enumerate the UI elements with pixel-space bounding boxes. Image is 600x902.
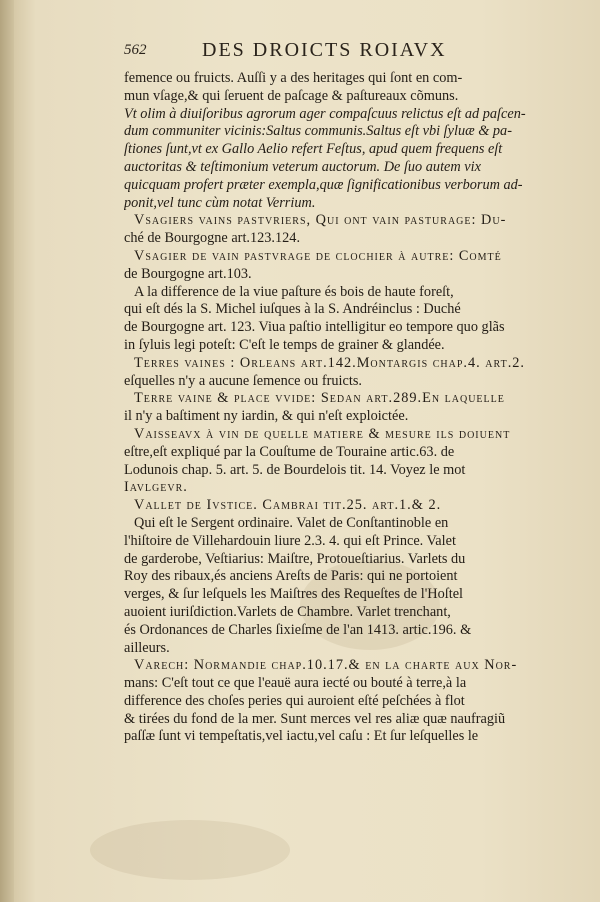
text-line: Vsagier de vain pastvrage de clochier à autre: Comté xyxy=(134,247,502,264)
page-header xyxy=(124,39,524,68)
text-line: quicquam profert præter exempla,quæ ſignificationibus verborum ad- xyxy=(124,176,523,193)
text-line: ché de Bourgogne art.123.124. xyxy=(124,230,301,247)
text-line: Vt olim à diuiſoribus agrorum ager compaſcuus relictus eſt ad paſcen- xyxy=(124,105,526,122)
text-line: difference des choſes peries qui auroient eſté peſchées à flot xyxy=(124,692,465,709)
text-line: de garderobe, Veſtiarius: Maiſtre, Protoueſtiarius. Varlets du xyxy=(124,550,466,567)
text-line: ailleurs. xyxy=(124,639,170,656)
text-line: qui eſt dés la S. Michel iuſques à la S. Andréinclus : Duché xyxy=(124,301,461,318)
text-line: ponit,vel tunc cùm notat Verrium. xyxy=(124,194,316,211)
text-line: il n'y a baſtiment ny iardin, & qui n'eſt exploictée. xyxy=(124,408,409,425)
text-line: Qui eſt le Sergent ordinaire. Valet de Conſtantinoble en xyxy=(134,514,449,531)
text-line: l'hiſtoire de Villehardouin liure 2.3. 4. qui eſt Prince. Valet xyxy=(124,532,456,549)
page-number: 562 xyxy=(124,42,147,58)
text-line: és Ordonances de Charles ſixieſme de l'an 1413. artic.196. & xyxy=(124,621,472,638)
text-line: Vallet de Ivstice. Cambrai tit.25. art.1.& 2. xyxy=(134,497,442,514)
text-line: eſquelles n'y a aucune ſemence ou fruicts. xyxy=(124,372,362,389)
text-line: A la difference de la viue paſture és bois de haute foreſt, xyxy=(134,283,454,300)
text-line: auctoritas & teſtimonium veterum auctorum. De ſuo autem vix xyxy=(124,158,481,175)
page-gutter xyxy=(0,0,14,902)
text-line: Varech: Normandie chap.10.17.& en la charte aux Nor- xyxy=(134,657,518,674)
text-line: Vaisseavx à vin de quelle matiere & meſure ils doiuent xyxy=(134,425,511,442)
text-line: Terres vaines : Orleans art.142.Montargis chap.4. art.2. xyxy=(134,354,525,371)
text-line: de Bourgogne art. 123. Viua paſtio intelligitur eo tempore quo glãs xyxy=(124,319,505,336)
body-text xyxy=(124,70,536,746)
text-line: ſtiones ſunt,vt ex Gallo Aelio refert Feſtus, apud quem frequens eſt xyxy=(124,141,503,158)
text-line: mans: C'eſt tout ce que l'eauë aura iecté ou bouté à terre,à la xyxy=(124,675,467,692)
text-line: auoient iuriſdiction.Varlets de Chambre. Varlet trenchant, xyxy=(124,603,451,620)
text-line: mun vſage,& qui ſeruent de paſcage & paſtureaux cõmuns. xyxy=(124,87,459,104)
text-line: Iavlgevr. xyxy=(124,479,188,496)
text-line: verges, & ſur leſquels les Maiſtres des Requeſtes de l'Hoſtel xyxy=(124,586,464,603)
text-line: & tirées du fond de la mer. Sunt merces vel res aliæ quæ naufragiũ xyxy=(124,710,506,727)
text-line: Terre vaine & place vvide: Sedan art.289.En laquelle xyxy=(134,390,505,407)
text-line: in ſyluis legi poteſt: C'eſt le temps de grainer & glandée. xyxy=(124,336,445,353)
paper-stain xyxy=(90,820,290,880)
text-line: femence ou fruicts. Auſſi y a des heritages qui ſont en com- xyxy=(124,70,463,86)
text-line: Vsagiers vains pastvriers, Qui ont vain paſturage: Du- xyxy=(134,212,507,229)
text-line: dum communiter vicinis:Saltus communis.Saltus eſt vbi ſyluæ & pa- xyxy=(124,123,512,140)
text-line: Lodunois chap. 5. art. 5. de Bourdelois tit. 14. Voyez le mot xyxy=(124,461,466,478)
text-line: paſſæ ſunt vi tempeſtatis,vel iactu,vel caſu : Et ſur leſquelles le xyxy=(124,728,479,745)
text-line: eſtre,eſt expliqué par la Couſtume de Touraine artic.63. de xyxy=(124,443,455,460)
text-line: Roy des ribaux,és anciens Areſts de Paris: qui ne portoient xyxy=(124,568,458,585)
running-head: DES DROICTS ROIAVX xyxy=(202,39,447,61)
text-line: de Bourgogne art.103. xyxy=(124,265,252,282)
